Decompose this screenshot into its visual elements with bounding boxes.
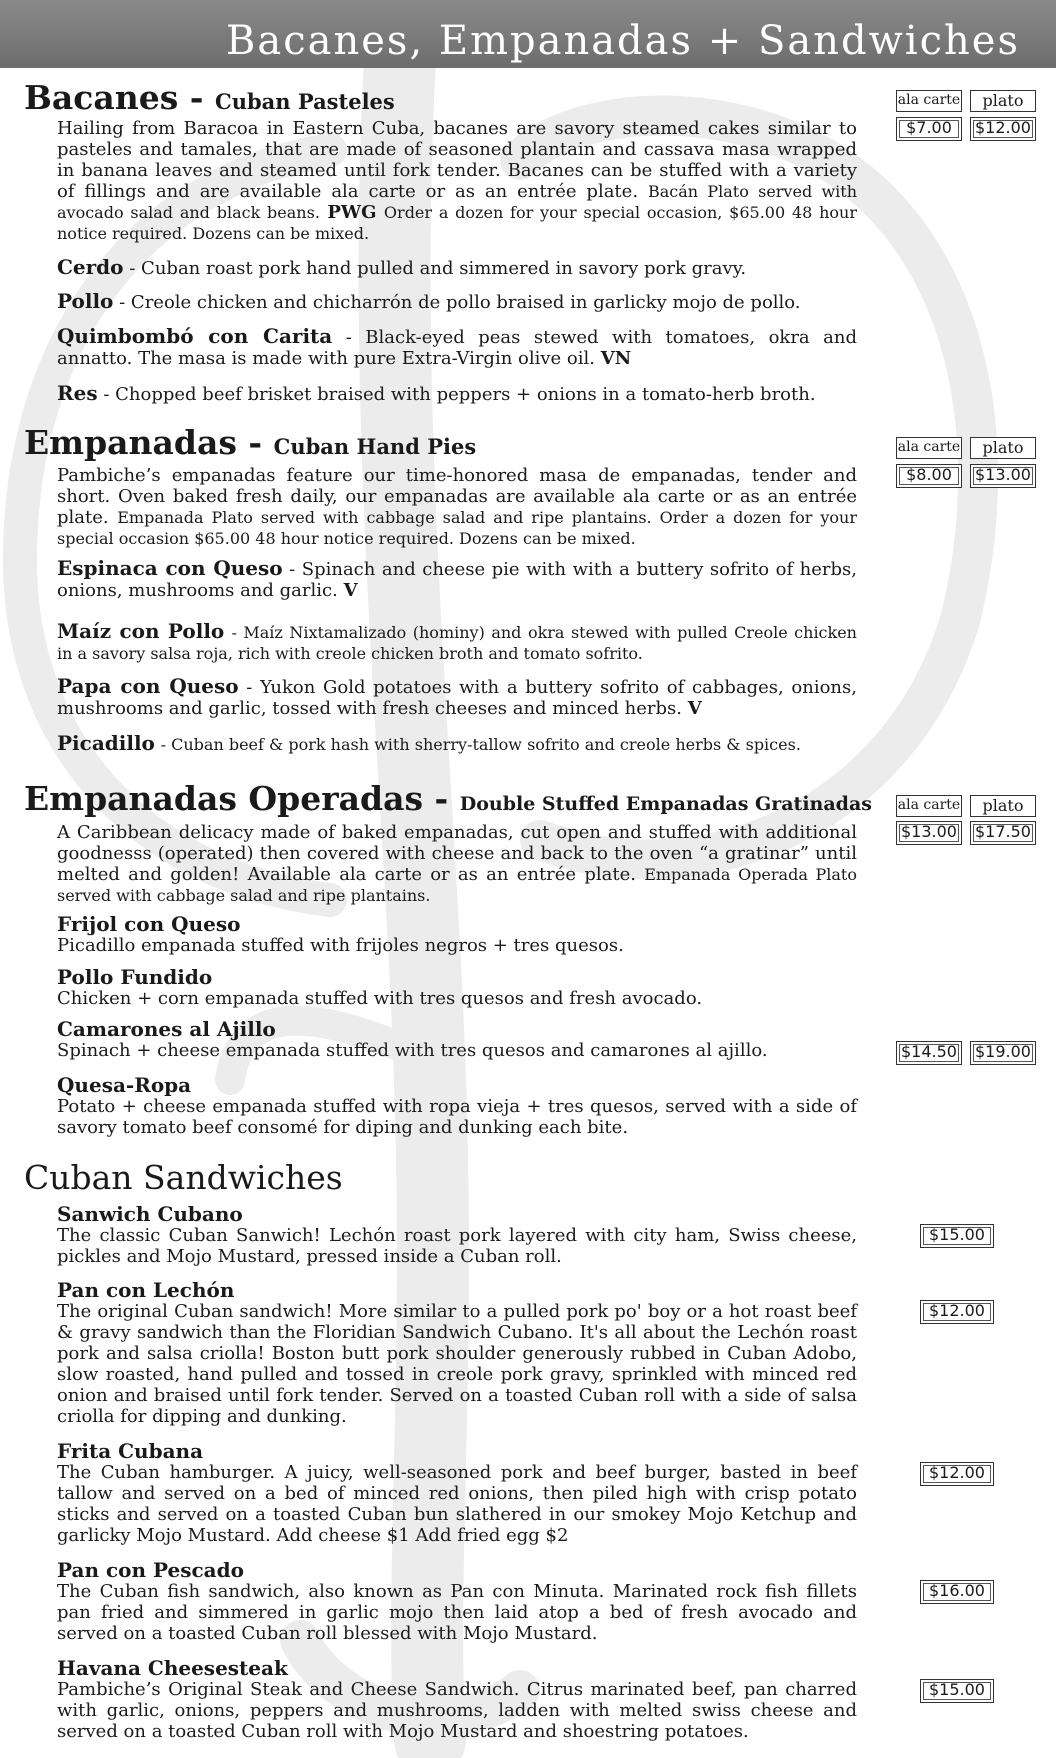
item-name: Espinaca con Queso: [57, 556, 283, 580]
intro-text-small: Order a dozen for your special occasion, $65.00 48 hour notice required. Dozens can be mixed.: [57, 203, 857, 243]
menu-item: [57, 1441, 857, 1546]
price-box: $7.00: [896, 117, 962, 141]
intro-text: Pambiche’s empanadas feature our time-honored masa de empanadas, tender and short. Oven baked fresh daily, our empanadas are available ala carte or as an entrée plate.: [57, 465, 857, 528]
price-box: $15.00: [920, 1679, 994, 1703]
price-box: $13.00: [970, 464, 1036, 488]
item-desc: - Maíz Nixtamalizado (hominy) and okra stewed with pulled Creole chicken in a savory salsa roja, rich with creole chicken broth and tomato sofrito.: [57, 623, 857, 663]
item-desc: - Yukon Gold potatoes with a buttery sofrito of cabbages, onions, mushrooms and garlic, tossed with fresh cheeses and minced herbs.: [57, 677, 857, 719]
item-desc: - Cuban roast pork hand pulled and simmered in savory pork gravy.: [129, 258, 747, 279]
item-desc: The original Cuban sandwich! More similar to a pulled pork po' boy or a hot roast beef & gravy sandwich than the Floridian Sandwich Cubano. It's all about the Lechón roast pork and salsa criolla! Boston butt pork shoulder generously rubbed in Cuban Adobo, slow roasted, hand pulled and tossed in creole pork gravy, sprinkled with minced red onion and braised until fork tender. Served on a toasted Cuban roll with a side of salsa criolla for dipping and dunking.: [57, 1301, 857, 1427]
section-intro: [57, 465, 857, 549]
menu-item: [57, 257, 857, 279]
price-box: $12.00: [970, 117, 1036, 141]
item-desc: Picadillo empanada stuffed with frijoles negros + tres quesos.: [57, 935, 624, 956]
section-title-operadas: [24, 779, 872, 818]
intro-text-small: Empanada Operada Plato served with cabbage salad and ripe plantains.: [57, 865, 857, 905]
price-label-alacarte: ala carte: [896, 437, 962, 459]
item-name: Maíz con Pollo: [57, 619, 225, 643]
price-label-plato: plato: [970, 90, 1036, 112]
price-box: $13.00: [896, 821, 962, 845]
menu-item: [57, 676, 857, 719]
item-desc: Spinach + cheese empanada stuffed with tres quesos and camarones al ajillo.: [57, 1040, 768, 1061]
item-desc: - Black-eyed peas stewed with tomatoes, okra and annatto. The masa is made with pure Extra-Virgin olive oil.: [57, 327, 857, 369]
menu-item: [57, 558, 857, 601]
price-label-plato: plato: [970, 437, 1036, 459]
item-name: Quimbombó con Carita: [57, 324, 333, 348]
page-title: Bacanes, Empanadas + Sandwiches: [225, 18, 1020, 64]
item-name: Frita Cubana: [57, 1439, 204, 1463]
item-desc: The classic Cuban Sanwich! Lechón roast pork layered with city ham, Swiss cheese, pickles and Mojo Mustard, pressed inside a Cuban roll.: [57, 1225, 857, 1267]
section-title: Empanadas Operadas -: [24, 779, 460, 818]
menu-item: [57, 733, 857, 755]
menu-item: [57, 914, 857, 956]
menu-item: [57, 383, 857, 405]
diet-badge: VN: [600, 348, 632, 369]
intro-text-small: Bacán Plato served with avocado salad and black beans.: [57, 182, 857, 222]
menu-item: [57, 1560, 857, 1644]
price-box: $16.00: [920, 1580, 994, 1604]
price-box: $15.00: [920, 1224, 994, 1248]
item-name: Sanwich Cubano: [57, 1202, 243, 1226]
section-subtitle: Cuban Hand Pies: [273, 434, 477, 459]
menu-item: [57, 1075, 857, 1138]
price-box: $17.50: [970, 821, 1036, 845]
item-name: Papa con Queso: [57, 674, 239, 698]
section-title: Bacanes -: [24, 78, 215, 117]
menu-item: [57, 291, 857, 313]
section-title-sandwiches: [24, 1158, 343, 1197]
diet-badge: V: [343, 580, 358, 601]
menu-item: [57, 1280, 857, 1427]
menu-item: [57, 1658, 857, 1742]
price-box: $14.50: [896, 1041, 962, 1065]
item-desc: - Chopped beef brisket braised with peppers + onions in a tomato-herb broth.: [103, 384, 816, 405]
item-desc: - Creole chicken and chicharrón de pollo braised in garlicky mojo de pollo.: [119, 292, 801, 313]
item-name: Cerdo: [57, 255, 124, 279]
item-name: Pollo Fundido: [57, 965, 213, 989]
section-subtitle: Cuban Pasteles: [215, 89, 395, 114]
item-name: Quesa-Ropa: [57, 1073, 192, 1097]
price-label-plato: plato: [970, 795, 1036, 817]
section-title: Cuban Sandwiches: [24, 1158, 343, 1197]
item-desc: The Cuban fish sandwich, also known as Pan con Minuta. Marinated rock fish fillets pan fried and simmered in garlic mojo then laid atop a bed of fresh avocado and served on a toasted Cuban roll blessed with Mojo Mustard.: [57, 1581, 857, 1644]
intro-text: Hailing from Baracoa in Eastern Cuba, bacanes are savory steamed cakes similar to pasteles and tamales, that are made of seasoned plantain and cassava masa wrapped in banana leaves and steamed until fork tender. Bacanes can be stuffed with a variety of fillings and are available ala carte or as an entrée plate.: [57, 118, 857, 202]
price-box: $19.00: [970, 1041, 1036, 1065]
diet-badge: PWG: [327, 202, 377, 223]
diet-badge: V: [687, 698, 702, 719]
item-desc: Chicken + corn empanada stuffed with tres quesos and fresh avocado.: [57, 988, 703, 1009]
item-desc: - Spinach and cheese pie with with a buttery sofrito of herbs, onions, mushrooms and garlic.: [57, 559, 857, 601]
item-name: Camarones al Ajillo: [57, 1017, 276, 1041]
price-label-alacarte: ala carte: [896, 795, 962, 817]
item-name: Pollo: [57, 289, 114, 313]
item-name: Pan con Lechón: [57, 1278, 235, 1302]
item-name: Pan con Pescado: [57, 1558, 244, 1582]
item-desc: Pambiche’s Original Steak and Cheese Sandwich. Citrus marinated beef, pan charred with garlic, onions, peppers and mushrooms, ladden with melted swiss cheese and served on a toasted Cuban roll with Mojo Mustard and shoestring potatoes.: [57, 1679, 857, 1742]
item-desc: The Cuban hamburger. A juicy, well-seasoned pork and beef burger, basted in beef tallow and served on a bed of minced red onions, then piled high with crisp potato sticks and served on a toasted Cuban bun slathered in our smokey Mojo Ketchup and garlicky Mojo Mustard. Add cheese $1 Add fried egg $2: [57, 1462, 857, 1546]
menu-item: [57, 1019, 857, 1061]
item-desc: Potato + cheese empanada stuffed with ropa vieja + tres quesos, served with a side of savory tomato beef consomé for diping and dunking each bite.: [57, 1096, 857, 1138]
item-name: Havana Cheesesteak: [57, 1656, 288, 1680]
item-desc: - Cuban beef & pork hash with sherry-tallow sofrito and creole herbs & spices.: [160, 735, 801, 754]
section-intro: [57, 118, 857, 244]
intro-text: A Caribbean delicacy made of baked empanadas, cut open and stuffed with additional goodnesss (operated) then covered with cheese and back to the oven “a gratinar” until melted and golden! Available ala carte or as an entrée plate.: [57, 822, 857, 885]
intro-text-small: Empanada Plato served with cabbage salad and ripe plantains. Order a dozen for your special occasion $65.00 48 hour notice required. Dozens can be mixed.: [57, 508, 857, 548]
price-box: $12.00: [920, 1462, 994, 1486]
menu-item: [57, 967, 857, 1009]
section-title-empanadas: [24, 423, 476, 462]
item-name: Res: [57, 381, 98, 405]
item-name: Frijol con Queso: [57, 912, 241, 936]
section-title: Empanadas -: [24, 423, 274, 462]
price-box: $12.00: [920, 1300, 994, 1324]
section-title-bacanes: [24, 78, 395, 117]
menu-item: [57, 621, 857, 664]
section-intro: [57, 822, 857, 906]
price-box: $8.00: [896, 464, 962, 488]
section-subtitle: Double Stuffed Empanadas Gratinadas: [459, 793, 872, 815]
item-name: Picadillo: [57, 731, 155, 755]
menu-item: [57, 326, 857, 369]
menu-item: [57, 1204, 857, 1267]
price-label-alacarte: ala carte: [896, 90, 962, 112]
